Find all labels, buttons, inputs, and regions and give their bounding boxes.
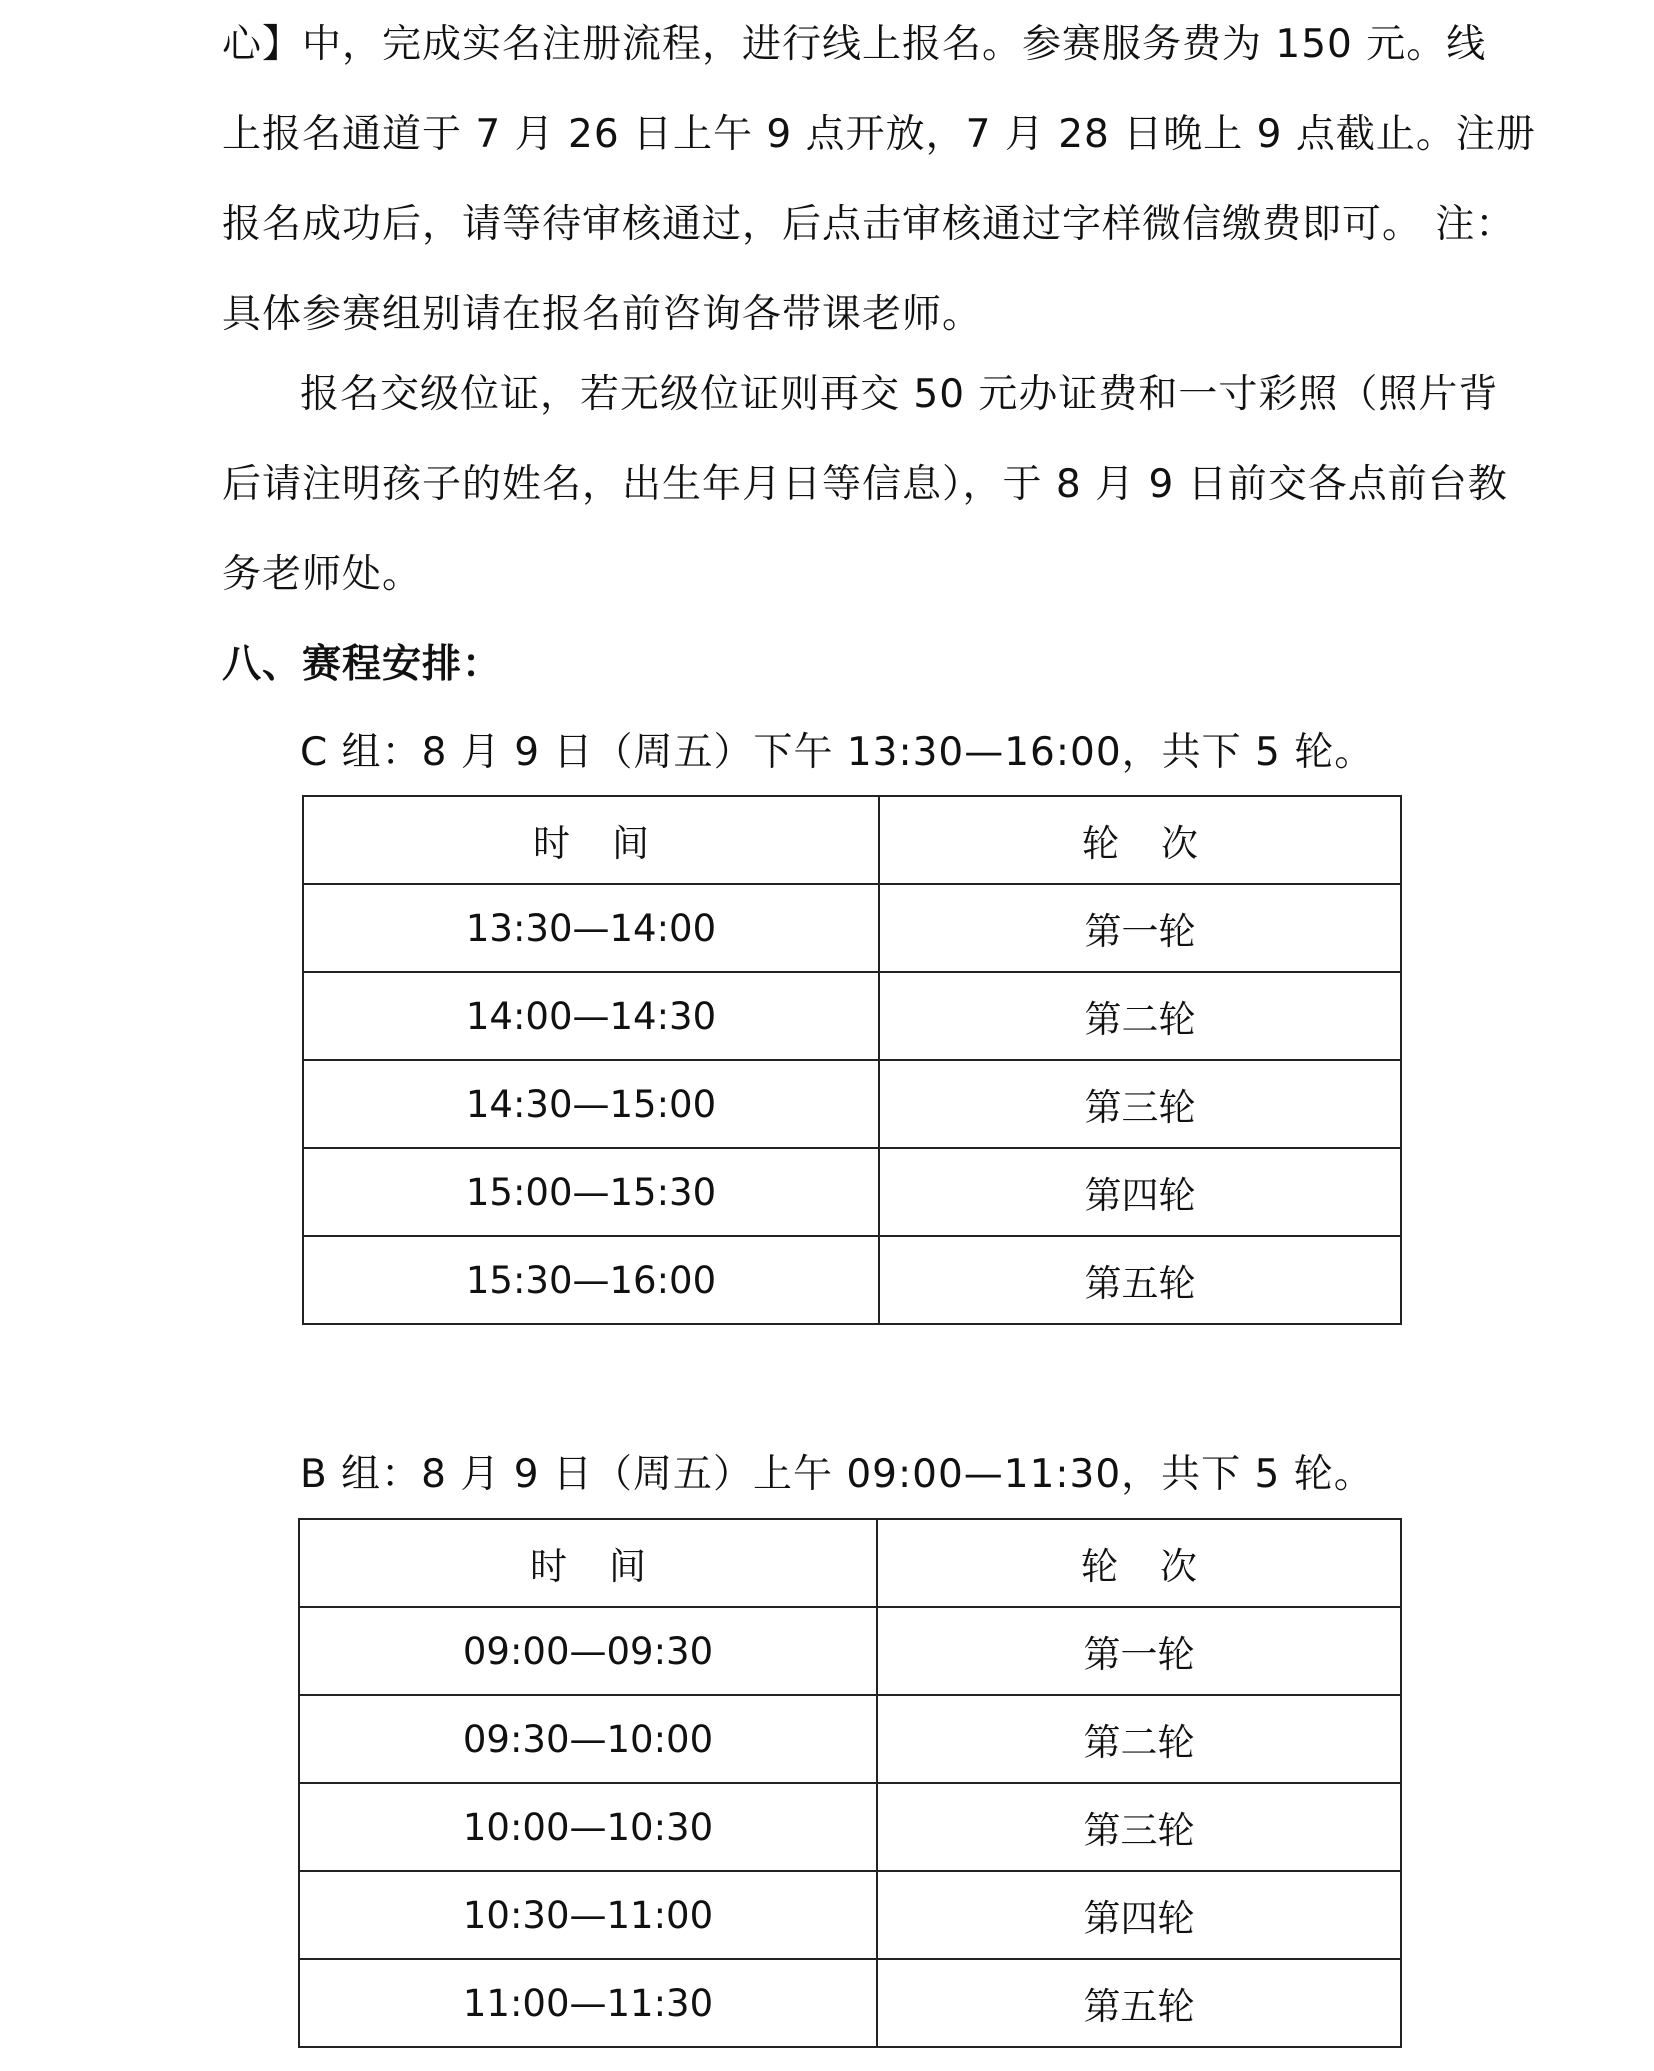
table-row: [303, 1236, 1401, 1324]
table-row: [299, 1695, 1401, 1783]
intro-paragraph: [222, 0, 1536, 360]
header-char: 轮: [1081, 1545, 1118, 1588]
paragraph-line: 报名交级位证，若无级位证则再交 50 元办证费和一寸彩照（照片背: [300, 372, 1499, 417]
time-cell: 15:30—16:00: [303, 1236, 879, 1324]
paragraph-line: 后请注明孩子的姓名，出生年月日等信息），于 8 月 9 日前交各点前台教: [222, 462, 1508, 507]
time-cell: 15:00—15:30: [303, 1148, 879, 1236]
round-cell: 第四轮: [879, 1148, 1401, 1236]
paragraph-line: 报名成功后，请等待审核通过，后点击审核通过字样微信缴费即可。 注：: [222, 202, 1516, 247]
group-b-caption: B 组：8 月 9 日（周五）上午 09:00—11:30，共下 5 轮。: [300, 1452, 1374, 1497]
time-cell: 14:30—15:00: [303, 1060, 879, 1148]
time-column-header: [299, 1519, 877, 1607]
round-cell: 第四轮: [877, 1871, 1401, 1959]
time-cell: 13:30—14:00: [303, 884, 879, 972]
round-cell: 第二轮: [879, 972, 1401, 1060]
header-char: 时: [530, 1545, 567, 1588]
time-column-header: [303, 796, 879, 884]
paragraph-line: 心】中，完成实名注册流程，进行线上报名。参赛服务费为 150 元。线: [222, 22, 1487, 67]
section-heading: 八、赛程安排：: [222, 642, 503, 687]
certificate-paragraph: [222, 350, 1508, 620]
table-row: [303, 972, 1401, 1060]
round-cell: 第三轮: [877, 1783, 1401, 1871]
group-c-caption: C 组：8 月 9 日（周五）下午 13:30—16:00，共下 5 轮。: [300, 730, 1375, 775]
time-cell: 14:00—14:30: [303, 972, 879, 1060]
table-row: [303, 884, 1401, 972]
time-cell: 10:00—10:30: [299, 1783, 877, 1871]
group-b-schedule-table: [298, 1518, 1402, 2048]
table-row: [299, 1871, 1401, 1959]
table-header-row: [303, 796, 1401, 884]
time-cell: 09:00—09:30: [299, 1607, 877, 1695]
header-char: 间: [612, 822, 649, 865]
table-header-row: [299, 1519, 1401, 1607]
round-column-header: [879, 796, 1401, 884]
table-row: [299, 1607, 1401, 1695]
time-cell: 11:00—11:30: [299, 1959, 877, 2047]
paragraph-line: 上报名通道于 7 月 26 日上午 9 点开放，7 月 28 日晚上 9 点截止。注册: [222, 112, 1536, 157]
table-row: [303, 1148, 1401, 1236]
paragraph-line: 务老师处。: [222, 552, 423, 597]
table-row: [299, 1959, 1401, 2047]
table-row: [299, 1783, 1401, 1871]
paragraph-line: 具体参赛组别请在报名前咨询各带课老师。: [222, 292, 983, 337]
round-cell: 第一轮: [879, 884, 1401, 972]
round-cell: 第五轮: [877, 1959, 1401, 2047]
group-c-schedule-table: [302, 795, 1402, 1325]
time-cell: 09:30—10:00: [299, 1695, 877, 1783]
round-cell: 第一轮: [877, 1607, 1401, 1695]
round-cell: 第三轮: [879, 1060, 1401, 1148]
header-char: 轮: [1082, 822, 1119, 865]
round-cell: 第二轮: [877, 1695, 1401, 1783]
table-row: [303, 1060, 1401, 1148]
header-char: 时: [533, 822, 570, 865]
header-char: 次: [1161, 822, 1198, 865]
round-column-header: [877, 1519, 1401, 1607]
time-cell: 10:30—11:00: [299, 1871, 877, 1959]
header-char: 间: [609, 1545, 646, 1588]
round-cell: 第五轮: [879, 1236, 1401, 1324]
header-char: 次: [1160, 1545, 1197, 1588]
